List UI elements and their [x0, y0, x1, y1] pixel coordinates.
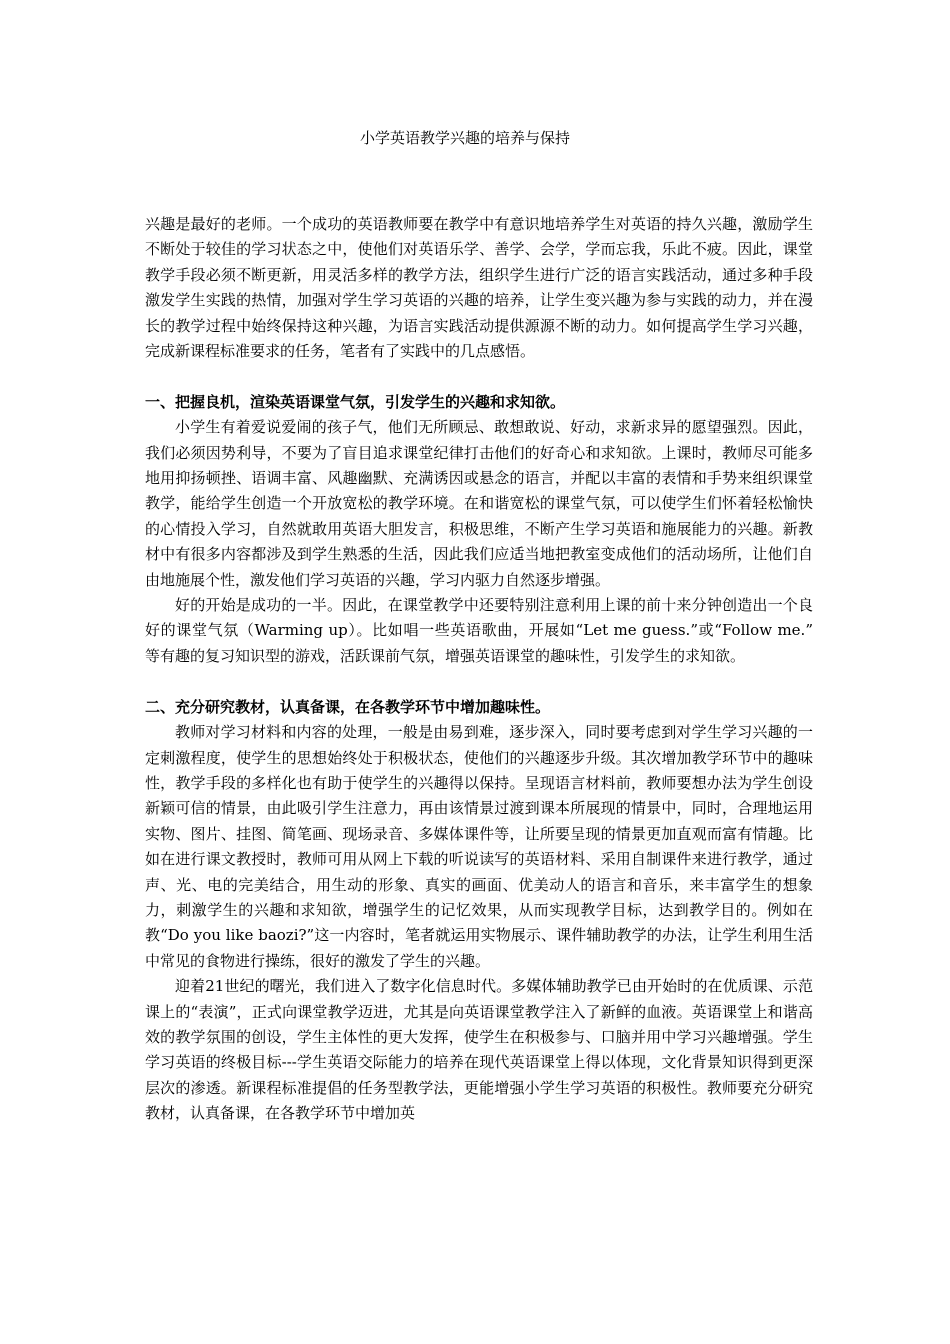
section-2-paragraph-1: 教师对学习材料和内容的处理，一般是由易到难，逐步深入，同时要考虑到对学生学习兴趣的一定刺激程度，使学生的思想始终处于积极状态，使他们的兴趣逐步升级。其次增加教学环节中的趣味性，教学手段的多样化也有助于使学生的兴趣得以保持。呈现语言材料前，教师要想办法为学生创设新颖可信的情景，由此吸引学生注意力，再由该情景过渡到课本所展现的情景中，同时，合理地运用实物、图片、挂图、简笔画、现场录音、多媒体课件等，让所要呈现的情景更加直观而富有情趣。比如在进行课文教授时，教师可用从网上下载的听说读写的英语材料、采用自制课件来进行教学，通过声、光、电的完美结合，用生动的形象、真实的画面、优美动人的语言和音乐，来丰富学生的想象力，刺激学生的兴趣和求知欲，增强学生的记忆效果，从而实现教学目标，达到教学目的。例如在教“Do you like baozi?”这一内容时，笔者就运用实物展示、课件辅助教学的办法，让学生利用生活中常见的食物进行操练，很好的激发了学生的兴趣。 — [145, 723, 813, 970]
section-1-paragraph-1: 小学生有着爱说爱闹的孩子气，他们无所顾忌、敢想敢说、好动，求新求异的愿望强烈。因此，我们必须因势利导，不要为了盲目追求课堂纪律打击他们的好奇心和求知欲。上课时，教师尽可能多地用抑扬顿挫、语调丰富、风趣幽默、充满诱因或悬念的语言，并配以丰富的表情和手势来组织课堂教学，能给学生创造一个开放宽松的教学环境。在和谐宽松的课堂气氛，可以使学生们怀着轻松愉快的心情投入学习，自然就敢用英语大胆发言，积极思维，不断产生学习英语和施展能力的兴趣。新教材中有很多内容都涉及到学生熟悉的生活，因此我们应适当地把教室变成他们的活动场所，让他们自由地施展个性，激发他们学习英语的兴趣，学习内驱力自然逐步增强。 — [145, 418, 813, 589]
intro-paragraph: 兴趣是最好的老师。一个成功的英语教师要在教学中有意识地培养学生对英语的持久兴趣，激励学生不断处于较佳的学习状态之中，使他们对英语乐学、善学、会学，学而忘我，乐此不疲。因此，课堂教学手段必须不断更新，用灵活多样的教学方法，组织学生进行广泛的语言实践活动，通过多种手段激发学生实践的热情，加强对学生学习英语的兴趣的培养，让学生变兴趣为参与实践的动力，并在漫长的教学过程中始终保持这种兴趣，为语言实践活动提供源源不断的动力。如何提高学生学习兴趣，完成新课程标准要求的任务，笔者有了实践中的几点感悟。 — [145, 215, 813, 361]
document-title: 小学英语教学兴趣的培养与保持 — [359, 129, 570, 147]
document-body — [145, 212, 813, 1127]
section-1-paragraph-2: 好的开始是成功的一半。因此，在课堂教学中还要特别注意利用上课的前十来分钟创造出一个良好的课堂气氛（Warming up）。比如唱一些英语歌曲，开展如“Let me guess.”或“Follow me.” 等有趣的复习知识型的游戏，活跃课前气氛，增强英语课堂的趣味性，引发学生的求知欲。 — [145, 596, 813, 665]
section-2-paragraph-2: 迎着21世纪的曙光，我们进入了数字化信息时代。多媒体辅助教学已由开始时的在优质课、示范课上的“表演”，正式向课堂教学迈进，尤其是向英语课堂教学注入了新鲜的血液。英语课堂上和谐高效的教学氛围的创设，学生主体性的更大发挥，使学生在积极参与、口脑并用中学习兴趣增强。学生学习英语的终极目标---学生英语交际能力的培养在现代英语课堂上得以体现，文化背景知识得到更深层次的渗透。新课程标准提倡的任务型教学法，更能增强小学生学习英语的积极性。教师要充分研究教材，认真备课，在各教学环节中增加英 — [145, 977, 813, 1123]
section-1-heading: 一、把握良机，渲染英语课堂气氛，引发学生的兴趣和求知欲。 — [145, 392, 566, 411]
section-2-heading: 二、充分研究教材，认真备课，在各教学环节中增加趣味性。 — [145, 697, 551, 716]
spacer — [145, 364, 813, 389]
spacer — [145, 669, 813, 694]
